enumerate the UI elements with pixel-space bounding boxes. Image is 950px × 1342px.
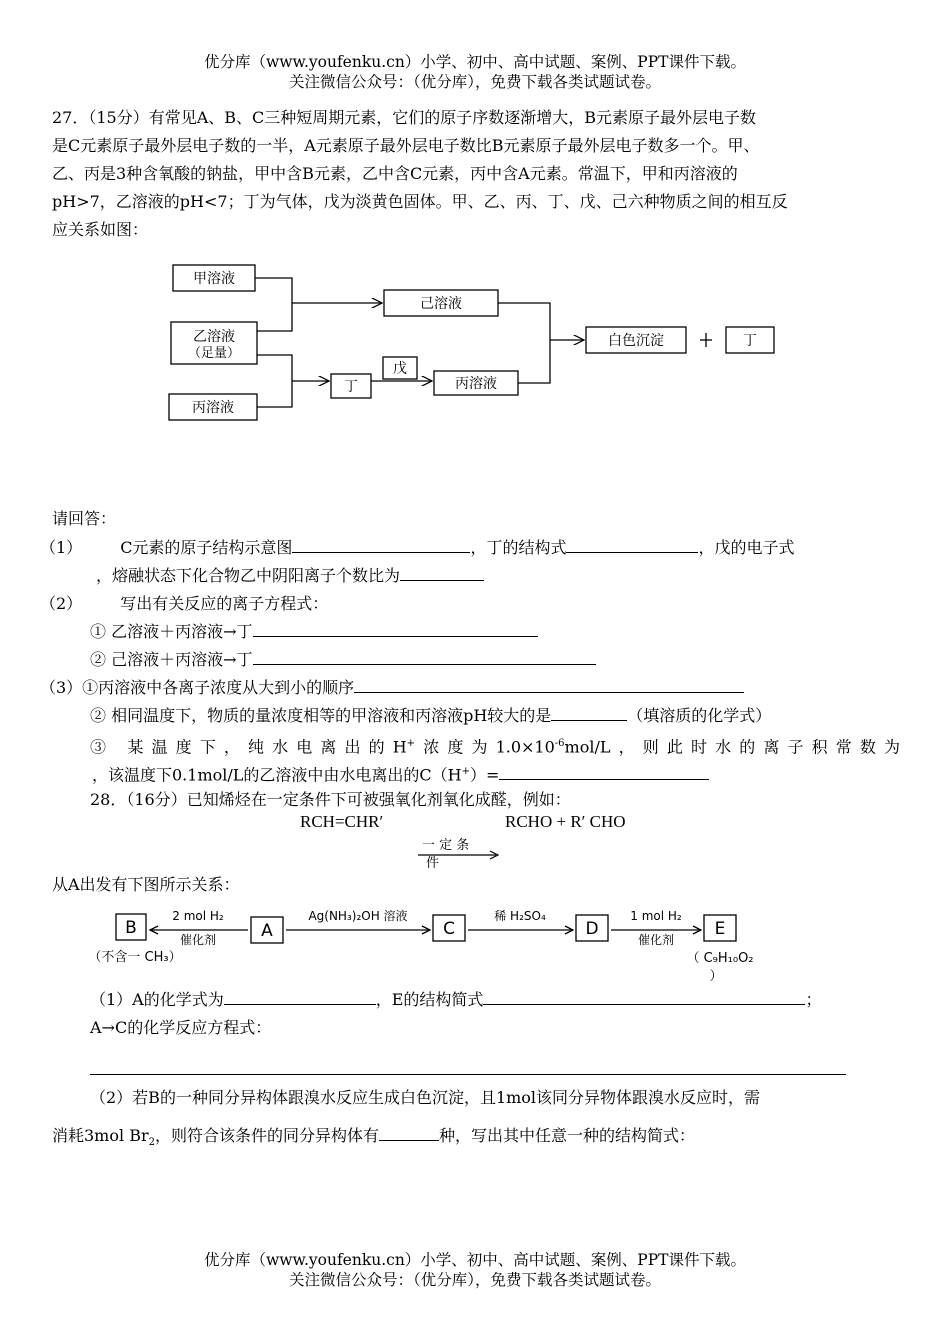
q27-intro-line-1: 27．（15分）有常见A、B、C三种短周期元素，它们的原子序数逐渐增大，B元素原子最外层电子数 xyxy=(52,108,757,127)
q28-p1-text-a: （1）A的化学式为 xyxy=(90,990,224,1009)
q27-p1-blank-3[interactable] xyxy=(400,564,484,581)
q28-products: RCHO + R′ CHO xyxy=(505,812,626,831)
q28-condition-arrow xyxy=(416,833,506,873)
q28-p1-text-c: ； xyxy=(805,990,822,1009)
q27-part1 xyxy=(40,534,794,562)
label-wu: 戊 xyxy=(393,361,407,377)
q28-part2-line1: （2）若B的一种同分异构体跟溴水反应生成白色沉淀，且1mol该同分异物体跟溴水反应时，需 xyxy=(90,1088,761,1107)
label-yi-amount: （足量） xyxy=(187,346,241,361)
flow-h2-left: 2 mol H₂ xyxy=(172,909,224,923)
q27-intro-line-4: pH>7，乙溶液的pH<7；丁为气体，戊为淡黄色固体。甲、乙、丙、丁、戊、己六种物质之间的相互反 xyxy=(52,192,788,211)
q28-part1 xyxy=(90,986,821,1014)
flow-note-E-2: ） xyxy=(709,969,723,984)
q27-p3-2-blank[interactable] xyxy=(551,704,627,721)
flow-h2-right: 1 mol H₂ xyxy=(630,909,682,923)
q27-intro-line-3: 乙、丙是3种含氧酸的钠盐，甲中含B元素，乙中含C元素，丙中含A元素。常温下，甲和丙溶液的 xyxy=(52,164,738,183)
q27-p3-4-text-a: ，该温度下0.1mol/L的乙溶液中由水电离出的C（H xyxy=(92,765,462,785)
q27-p3-1-blank[interactable] xyxy=(354,676,744,693)
flow-note-E-1: （ C₉H₁₀O₂ xyxy=(686,951,754,966)
q27-p2-2-blank[interactable] xyxy=(253,648,596,665)
q27-p1-blank-1[interactable] xyxy=(292,536,470,553)
q27-p1-text-c: ，戊的电子式 xyxy=(698,538,795,557)
flow-label-B: B xyxy=(125,918,137,938)
q28-condition-1: 一 定 条 xyxy=(422,838,470,853)
footer-line-2: 关注微信公众号：（优分库），免费下载各类试题试卷。 xyxy=(288,1271,661,1289)
flow-catalyst-left: 催化剂 xyxy=(179,933,217,947)
header-line-2: 关注微信公众号：（优分库），免费下载各类试题试卷。 xyxy=(288,73,661,91)
label-ji: 己溶液 xyxy=(420,296,462,312)
q27-p2-1-blank[interactable] xyxy=(253,620,538,637)
q28-p1-text-b: ，E的结构简式 xyxy=(375,990,484,1009)
flow-catalyst-right: 催化剂 xyxy=(637,933,675,947)
q27-ask: 请回答： xyxy=(52,509,117,528)
q28-condition-2: 件 xyxy=(426,856,440,871)
q27-p3-1-text: （3）①丙溶液中各离子浓度从大到小的顺序 xyxy=(40,678,355,697)
q27-p2-2-text: ② 己溶液＋丙溶液→丁 xyxy=(90,650,253,669)
q28-p2-text-a: 消耗3mol Br xyxy=(52,1126,149,1145)
flow-label-C: C xyxy=(443,919,455,939)
q27-p2-item-2 xyxy=(90,646,596,674)
label-ding-2: 丁 xyxy=(743,333,757,349)
label-bing: 丙溶液 xyxy=(192,400,234,416)
q27-p2-title: 写出有关反应的离子方程式： xyxy=(120,594,329,613)
q27-p3-3-sup2: -6 xyxy=(554,738,565,749)
flow-silver-ammonia: Ag(NH₃)₂OH 溶液 xyxy=(308,909,408,923)
q28-p1-equation-line[interactable] xyxy=(90,1074,846,1075)
q27-p1-text-b: ，丁的结构式 xyxy=(470,538,567,557)
flow-dilute-h2so4: 稀 H₂SO₄ xyxy=(494,909,546,923)
q27-p3-3-text-b: 浓度为1.0×10 xyxy=(415,737,555,757)
q27-p3-4-sup: + xyxy=(461,766,470,777)
q27-p1-label: （1） xyxy=(40,538,83,557)
label-bing-2: 丙溶液 xyxy=(455,376,497,392)
flow-label-E: E xyxy=(714,919,726,939)
q28-p2-text-c: 种，写出其中任意一种的结构简式： xyxy=(439,1126,696,1145)
q28-p1-equation-label: A→C的化学反应方程式： xyxy=(90,1018,272,1037)
q27-p2-label: （2） xyxy=(40,594,83,613)
q27-p1-text-a: C元素的原子结构示意图 xyxy=(120,538,293,557)
q27-p1-blank-2[interactable] xyxy=(566,536,698,553)
label-yi: 乙溶液 xyxy=(193,329,235,345)
q28-p2-sub: 2 xyxy=(148,1137,155,1149)
q27-p3-4-text-b: ）= xyxy=(469,765,500,785)
q28-p1-blank-1[interactable] xyxy=(224,988,376,1005)
q28-intro: 28．（16分）已知烯烃在一定条件下可被强氧化剂氧化成醛，例如： xyxy=(90,790,571,809)
q27-intro-line-5: 应关系如图： xyxy=(52,220,149,239)
q27-p2-item-1 xyxy=(90,618,538,646)
q27-p3-item-1 xyxy=(40,674,744,702)
q27-p3-item-2 xyxy=(90,702,771,730)
flow-note-B: （不含一 CH₃） xyxy=(88,950,182,965)
label-ding-1: 丁 xyxy=(344,379,358,395)
label-jia: 甲溶液 xyxy=(193,271,235,287)
q28-p2-text-b: ，则符合该条件的同分异构体有 xyxy=(154,1126,379,1145)
q27-p3-item-3 xyxy=(90,730,900,761)
q27-p2-1-text: ① 乙溶液＋丙溶液→丁 xyxy=(90,622,253,641)
q27-p3-2-note: （填溶质的化学式） xyxy=(627,706,772,725)
q27-p3-4-blank[interactable] xyxy=(499,763,709,780)
flow-label-A: A xyxy=(261,921,273,941)
q27-intro xyxy=(52,104,902,244)
q28-part2-line2 xyxy=(52,1122,695,1157)
q27-p1-text-d: ，熔融状态下化合物乙中阴阳离子个数比为 xyxy=(96,566,401,585)
q28-from-a: 从A出发有下图所示关系： xyxy=(52,875,240,894)
q27-p3-3-text-c: mol/L，则此时水的离子积常数为 xyxy=(564,737,900,757)
q27-intro-line-2: 是C元素原子最外层电子数的一半，A元素原子最外层电子数比B元素原子最外层电子数多一个。甲、 xyxy=(52,136,760,155)
footer-line-1: 优分库（www.youfenku.cn）小学、初中、高中试题、案例、PPT课件下载。 xyxy=(203,1251,747,1269)
q27-reaction-diagram xyxy=(160,255,800,430)
q28-reactant: RCH=CHR′ xyxy=(300,812,384,831)
q27-p3-item-4 xyxy=(92,758,709,789)
q27-p3-2-text: ② 相同温度下，物质的量浓度相等的甲溶液和丙溶液pH较大的是 xyxy=(90,706,552,725)
label-white-precipitate: 白色沉淀 xyxy=(608,333,664,349)
header-line-1: 优分库（www.youfenku.cn）小学、初中、高中试题、案例、PPT课件下载。 xyxy=(203,53,747,71)
q27-part1-line2 xyxy=(96,562,484,590)
q28-p1-blank-2[interactable] xyxy=(483,988,805,1005)
q27-p3-3-text-a: ③ 某温度下，纯水电离出的H xyxy=(90,737,407,757)
q27-part2 xyxy=(40,590,328,618)
flow-label-D: D xyxy=(585,919,599,939)
q27-p3-3-sup: + xyxy=(406,738,416,749)
q28-flow-diagram xyxy=(80,900,770,988)
q28-p2-blank[interactable] xyxy=(379,1124,439,1141)
